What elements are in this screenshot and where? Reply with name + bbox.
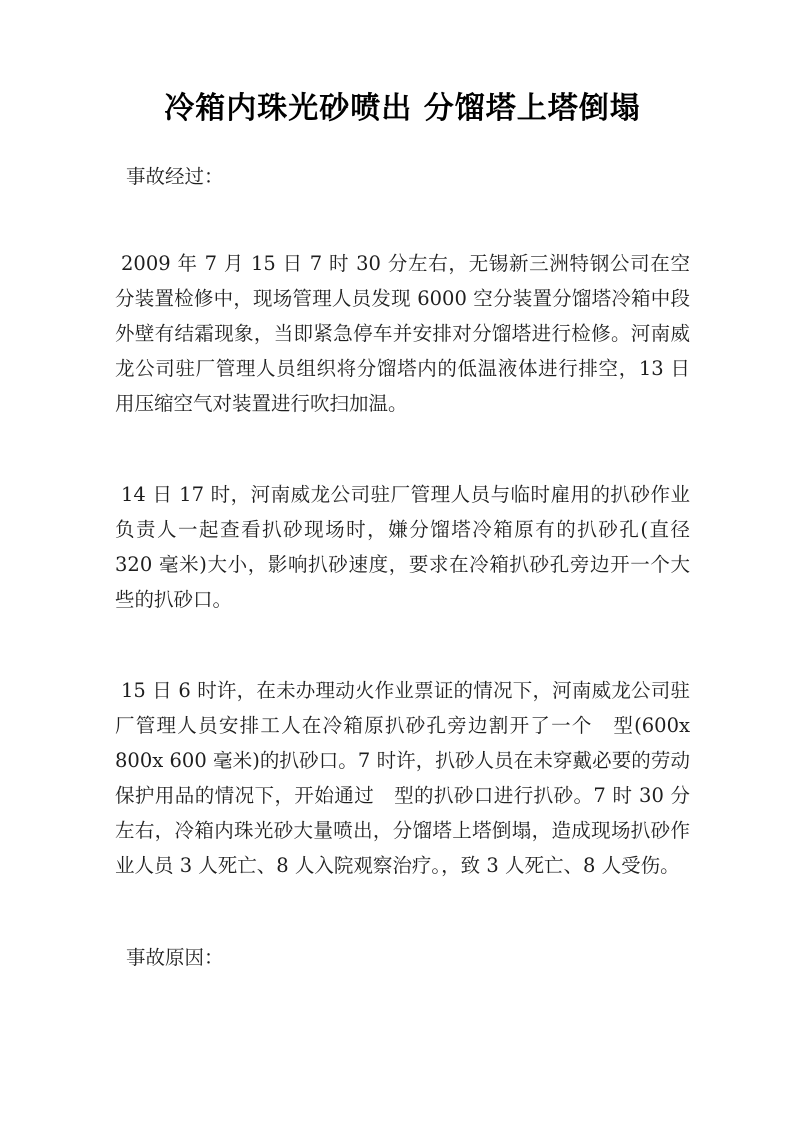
paragraph-accident-end: 15 日 6 时许，在未办理动火作业票证的情况下，河南威龙公司驻厂管理人员安排工人在冷箱原扒砂孔旁边割开了一个 型(600x 800x 600 毫米)的扒砂口。7 时许，扒砂人员在未穿戴必要的劳动保护用品的情况下，开始通过 型的扒砂口进行扒砂。7 时 30 分左右，冷箱内珠光砂大量喷出，分馏塔上塔倒塌，造成现场扒砂作业人员 3 人死亡、8 人入院观察治疗。，致 3 人死亡、8 人受伤。 (115, 679, 690, 877)
paragraph-accident-start: 2009 年 7 月 15 日 7 时 30 分左右，无锡新三洲特钢公司在空分装置检修中，现场管理人员发现 6000 空分装置分馏塔冷箱中段外壁有结霜现象，当即紧急停车并安排对分馏塔进行检修。河南威龙公司驻厂管理人员组织将分馏塔内的低温液体进行排空，13 日用压缩空气对装置进行吹扫加温。 (115, 252, 690, 415)
document-title: 冷箱内珠光砂喷出 分馏塔上塔倒塌 (164, 91, 641, 126)
section-heading-process: 事故经过： (126, 165, 224, 188)
section-heading-cause: 事故原因： (126, 946, 224, 969)
paragraph-accident-middle: 14 日 17 时，河南威龙公司驻厂管理人员与临时雇用的扒砂作业负责人一起查看扒砂现场时，嫌分馏塔冷箱原有的扒砂孔(直径 320 毫米)大小，影响扒砂速度，要求在冷箱扒砂孔旁边开一个大些的扒砂口。 (115, 483, 690, 611)
